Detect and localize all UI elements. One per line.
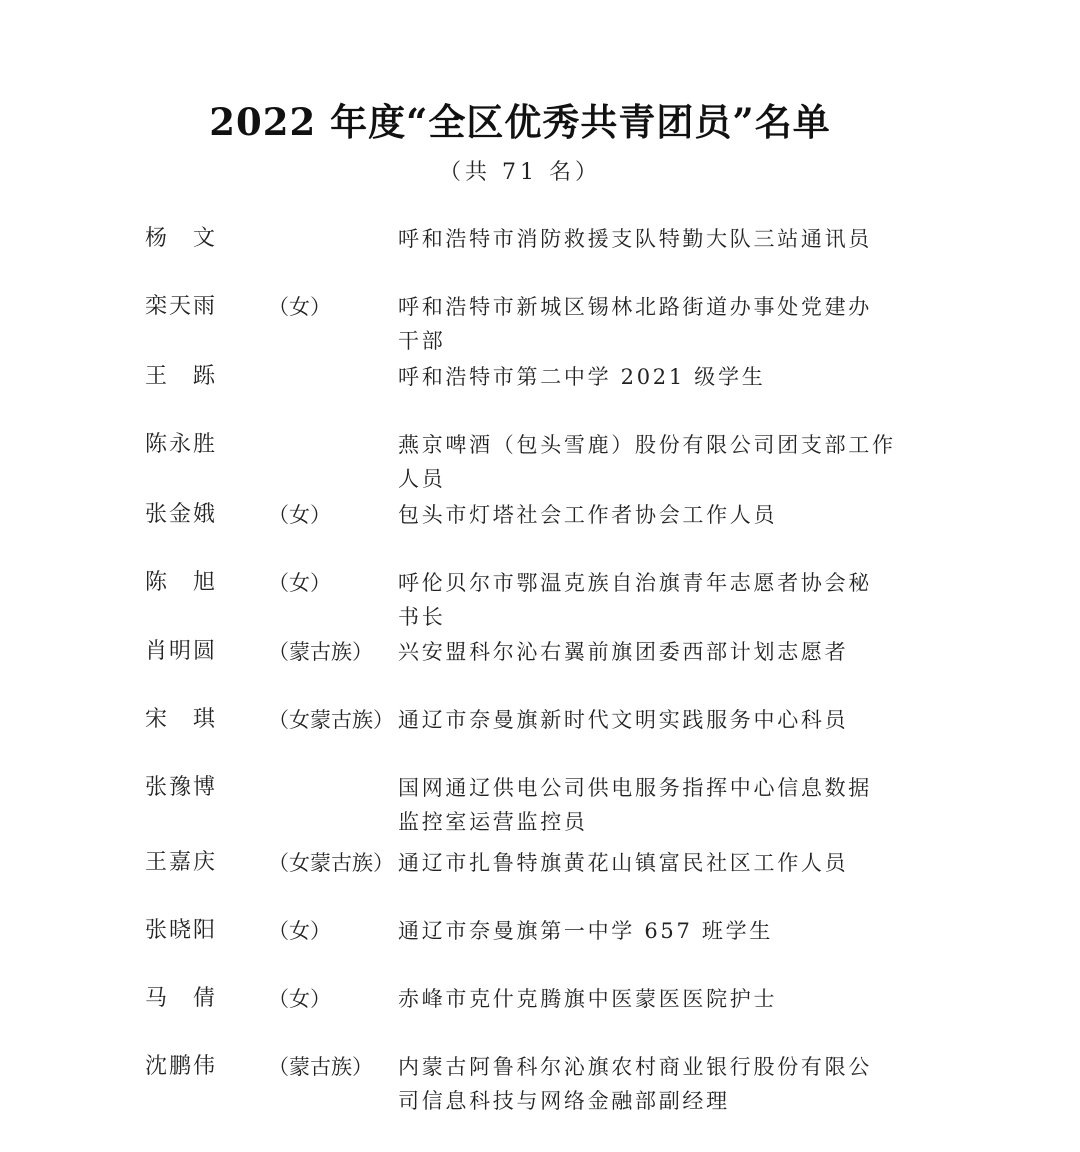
honoree-name: 张金娥 bbox=[145, 502, 218, 527]
honoree-note: （女） bbox=[268, 571, 331, 595]
honoree-note: （蒙古族） bbox=[268, 640, 373, 664]
honoree-affiliation bbox=[398, 360, 765, 394]
honoree-note: （女蒙古族） bbox=[268, 708, 394, 732]
affiliation-line: 呼和浩特市第二中学 2021 级学生 bbox=[398, 365, 766, 389]
honoree-name: 宋 琪 bbox=[145, 707, 218, 732]
honoree-note: （女） bbox=[268, 987, 331, 1011]
honoree-name: 王 跞 bbox=[145, 364, 218, 389]
honoree-note: （女蒙古族） bbox=[268, 851, 394, 875]
honoree-affiliation bbox=[398, 428, 896, 496]
affiliation-line: 呼和浩特市新城区锡林北路街道办事处党建办 bbox=[398, 295, 872, 319]
affiliation-line: 通辽市奈曼旗第一中学 657 班学生 bbox=[398, 919, 774, 943]
honoree-affiliation bbox=[398, 566, 872, 634]
honoree-note: （女） bbox=[268, 295, 331, 319]
honoree-name: 张豫博 bbox=[145, 775, 218, 800]
affiliation-line: 监控室运营监控员 bbox=[398, 810, 588, 834]
honoree-note: （蒙古族） bbox=[268, 1055, 373, 1079]
affiliation-line: 国网通辽供电公司供电服务指挥中心信息数据 bbox=[398, 776, 872, 800]
honoree-affiliation bbox=[398, 498, 777, 532]
affiliation-line: 人员 bbox=[398, 467, 446, 491]
affiliation-line: 呼和浩特市消防救援支队特勤大队三站通讯员 bbox=[398, 227, 872, 251]
honoree-name: 张晓阳 bbox=[145, 918, 218, 943]
page-subtitle: （共 71 名） bbox=[439, 160, 601, 185]
affiliation-line: 书长 bbox=[398, 605, 446, 629]
honoree-name: 栾天雨 bbox=[145, 294, 218, 319]
honoree-affiliation bbox=[398, 222, 872, 256]
honoree-affiliation bbox=[398, 846, 848, 880]
honoree-affiliation bbox=[398, 982, 777, 1016]
affiliation-line: 兴安盟科尔沁右翼前旗团委西部计划志愿者 bbox=[398, 640, 849, 664]
honoree-affiliation bbox=[398, 290, 872, 358]
affiliation-line: 司信息科技与网络金融部副经理 bbox=[398, 1089, 730, 1113]
affiliation-line: 燕京啤酒（包头雪鹿）股份有限公司团支部工作 bbox=[398, 433, 896, 457]
page-title: 2022 年度“全区优秀共青团员”名单 bbox=[209, 100, 831, 144]
honoree-name: 陈永胜 bbox=[145, 432, 218, 457]
honoree-name: 沈鹏伟 bbox=[145, 1054, 218, 1079]
honoree-affiliation bbox=[398, 914, 773, 948]
honoree-note: （女） bbox=[268, 503, 331, 527]
affiliation-line: 通辽市扎鲁特旗黄花山镇富民社区工作人员 bbox=[398, 851, 849, 875]
affiliation-line: 包头市灯塔社会工作者协会工作人员 bbox=[398, 503, 778, 527]
honoree-name: 王嘉庆 bbox=[145, 850, 218, 875]
honoree-affiliation bbox=[398, 635, 848, 669]
affiliation-line: 呼伦贝尔市鄂温克族自治旗青年志愿者协会秘 bbox=[398, 571, 872, 595]
honoree-affiliation bbox=[398, 1050, 872, 1118]
affiliation-line: 干部 bbox=[398, 329, 446, 353]
affiliation-line: 通辽市奈曼旗新时代文明实践服务中心科员 bbox=[398, 708, 849, 732]
affiliation-line: 内蒙古阿鲁科尔沁旗农村商业银行股份有限公 bbox=[398, 1055, 872, 1079]
honoree-name: 陈 旭 bbox=[145, 570, 218, 595]
honoree-name: 肖明圆 bbox=[145, 639, 218, 664]
honoree-name: 马 倩 bbox=[145, 986, 218, 1011]
honoree-affiliation bbox=[398, 703, 848, 737]
honoree-affiliation bbox=[398, 771, 872, 839]
honoree-note: （女） bbox=[268, 919, 331, 943]
honoree-name: 杨 文 bbox=[145, 226, 218, 251]
affiliation-line: 赤峰市克什克腾旗中医蒙医医院护士 bbox=[398, 987, 778, 1011]
